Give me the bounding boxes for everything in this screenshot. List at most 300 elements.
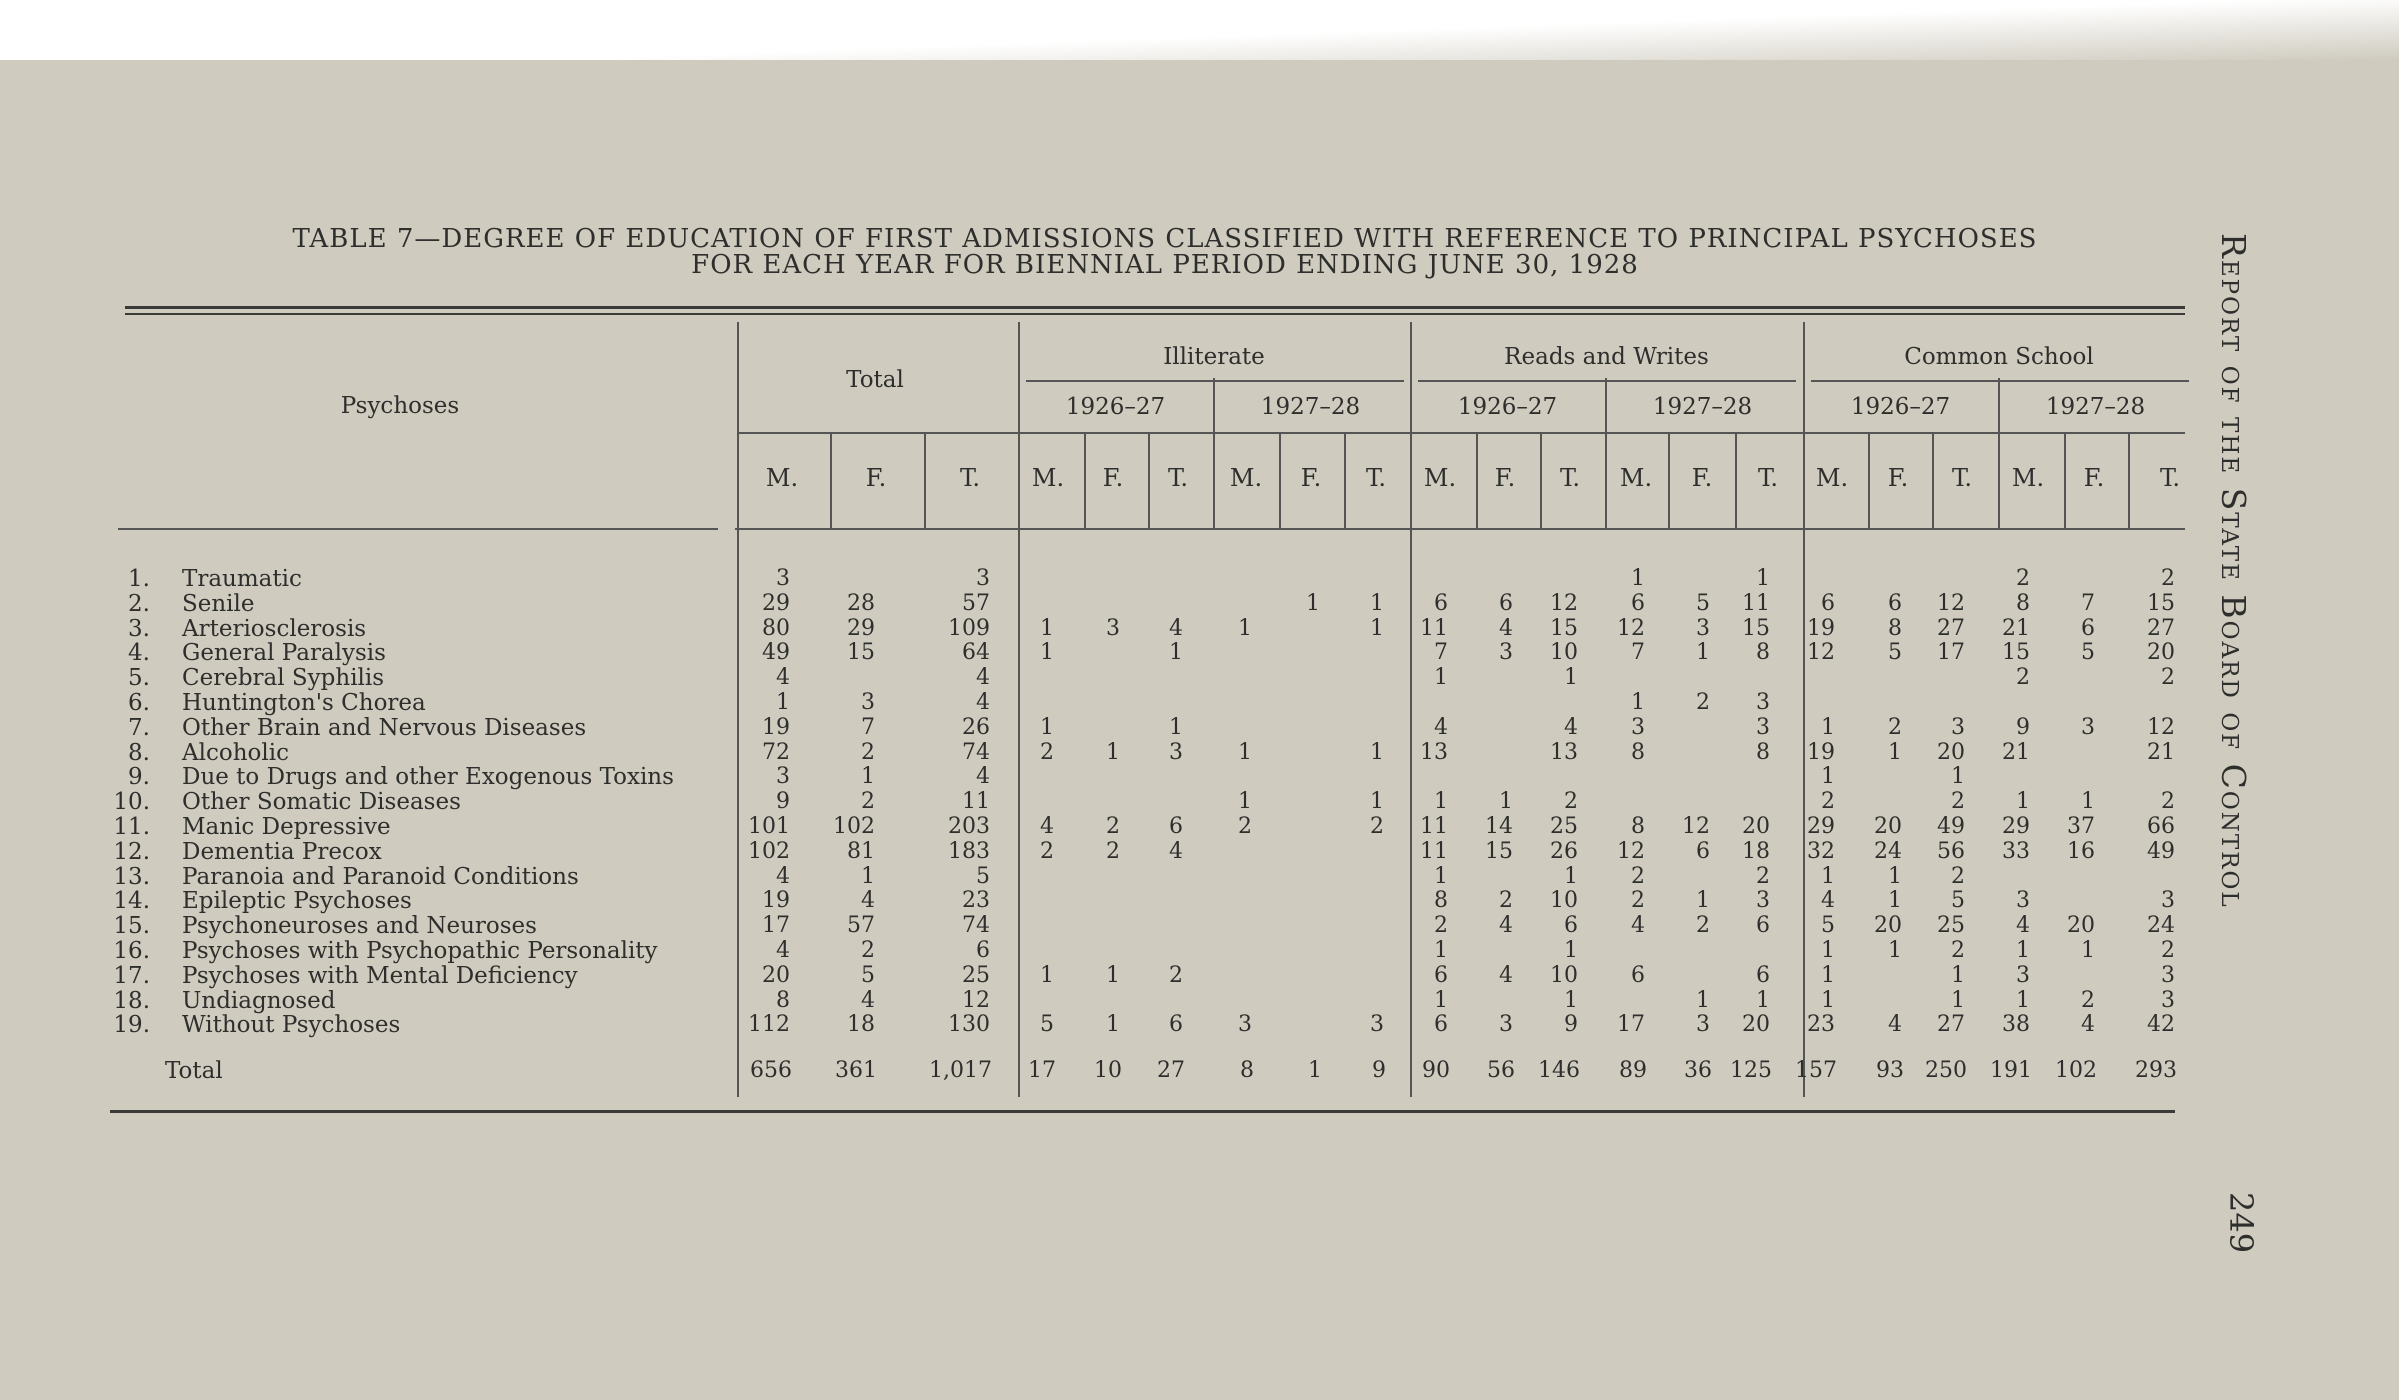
row-number: 13. [113,863,150,890]
row-label: Epileptic Psychoses [182,888,412,915]
table-cell: 1 [1169,714,1183,740]
total-cell: 89 [1619,1058,1647,1083]
column-header-m: M. [1815,464,1849,492]
table-cell: 4 [1499,913,1513,939]
reads-writes-header: Reads and Writes [1504,344,1709,370]
column-divider [924,432,926,528]
table-cell: 17 [762,913,790,939]
column-header-m: M. [1031,464,1065,492]
year-header: 1927–28 [1260,394,1361,420]
row-number: 2. [128,590,150,617]
year-header: 1926–27 [1457,394,1558,420]
table-cell: 12 [1617,838,1645,864]
table-subtitle: FOR EACH YEAR FOR BIENNIAL PERIOD ENDING JUNE 30, 1928 [691,250,1639,280]
total-cell: 191 [1990,1058,2032,1083]
table-cell: 6 [1756,962,1770,988]
table-cell: 3 [2161,888,2175,914]
table-cell: 20 [1874,814,1902,839]
table-cell: 102 [748,838,790,864]
table-cell: 2 [1631,888,1645,914]
column-header-f: F. [1494,464,1516,492]
column-header-t: T. [1559,464,1581,492]
table-cell: 1 [1821,962,1835,988]
column-header-m: M. [1423,464,1457,492]
column-header-f: F. [1300,464,1322,492]
total-cell: 36 [1684,1058,1712,1083]
header-rule [118,528,718,530]
table-cell: 2 [1434,913,1448,939]
table-cell: 6 [1821,590,1835,616]
table-cell: 1 [1951,962,1965,988]
table-cell: 24 [2147,913,2175,939]
table-cell: 2 [1040,838,1054,864]
table-cell: 57 [847,913,875,939]
table-cell: 1 [1040,714,1054,740]
row-number: 12. [113,838,150,865]
table-cell: 56 [1937,838,1965,864]
table-cell: 130 [948,1012,990,1038]
column-header-t: T. [1951,464,1973,492]
table-cell: 1 [1696,640,1710,666]
table-cell: 12 [962,987,990,1013]
table-cell: 4 [976,764,990,790]
table-cell: 4 [1040,814,1054,839]
column-header-f: F. [1691,464,1713,492]
table-cell: 1 [1040,962,1054,988]
table-cell: 2 [1040,739,1054,765]
table-cell: 6 [1564,913,1578,939]
table-cell: 8 [1756,739,1770,765]
table-cell: 1 [861,764,875,790]
table-cell: 23 [1807,1012,1835,1038]
table-cell: 11 [1420,814,1448,839]
table-cell: 1 [1434,863,1448,889]
table-cell: 3 [776,566,790,591]
table-cell: 27 [1937,1012,1965,1038]
year-header: 1927–28 [2045,394,2146,420]
column-header-m: M. [2011,464,2045,492]
column-header-m: M. [1229,464,1263,492]
table-cell: 1 [1434,789,1448,815]
table-cell: 1 [1564,665,1578,691]
header-rule-2 [735,528,2185,530]
table-cell: 74 [962,739,990,765]
table-cell: 13 [1420,739,1448,765]
table-cell: 12 [1617,615,1645,641]
table-cell: 5 [976,863,990,889]
row-label: Psychoses with Psychopathic Personality [182,938,658,964]
table-cell: 14 [1485,814,1513,839]
table-cell: 4 [1169,615,1183,641]
total-cell: 1 [1308,1058,1322,1083]
table-cell: 1 [1370,789,1384,815]
table-cell: 8 [776,987,790,1013]
table-cell: 3 [2161,987,2175,1013]
table-cell: 2 [1951,938,1965,963]
table-cell: 15 [847,640,875,666]
table-cell: 3 [1106,615,1120,641]
table-cell: 3 [1951,714,1965,740]
table-cell: 8 [1888,615,1902,641]
table-cell: 20 [1937,739,1965,765]
table-cell: 102 [833,814,875,839]
table-cell: 4 [776,665,790,691]
row-label: Other Somatic Diseases [182,789,461,816]
table-cell: 1 [1821,764,1835,790]
table-cell: 1 [1821,714,1835,740]
table-cell: 183 [948,838,990,864]
table-cell: 1 [1564,987,1578,1013]
table-cell: 21 [2147,739,2175,765]
row-label: Manic Depressive [182,814,391,840]
table-cell: 3 [976,566,990,591]
table-cell: 8 [1434,888,1448,914]
row-label: Dementia Precox [182,838,382,865]
table-cell: 1 [1370,739,1384,765]
table-cell: 5 [1821,913,1835,939]
table-cell: 8 [1631,739,1645,765]
table-cell: 4 [776,938,790,963]
table-cell: 4 [976,665,990,691]
row-label: Undiagnosed [182,987,336,1014]
group-underline [1418,380,1796,382]
table-cell: 81 [847,838,875,864]
table-cell: 11 [1742,590,1770,616]
column-header-t: T. [1365,464,1387,492]
table-cell: 25 [1550,814,1578,839]
table-cell: 2 [2016,566,2030,591]
row-number: 18. [113,987,150,1014]
table-cell: 49 [2147,838,2175,864]
row-label: Psychoses with Mental Deficiency [182,962,578,989]
table-cell: 2 [2161,665,2175,691]
table-cell: 4 [1434,714,1448,740]
table-cell: 1 [1040,615,1054,641]
total-cell: 1,017 [929,1058,992,1083]
table-cell: 6 [1434,1012,1448,1038]
table-cell: 11 [1420,838,1448,864]
table-cell: 29 [2002,814,2030,839]
table-cell: 4 [976,690,990,715]
table-cell: 1 [1696,888,1710,914]
table-cell: 1 [1106,962,1120,988]
row-number: 8. [128,739,150,766]
table-cell: 13 [1550,739,1578,765]
table-cell: 3 [1696,1012,1710,1038]
row-number: 3. [128,615,150,642]
table-cell: 5 [1888,640,1902,666]
table-cell: 4 [1169,838,1183,864]
table-cell: 4 [776,863,790,889]
total-underline [737,432,1018,434]
table-cell: 2 [1564,789,1578,815]
table-cell: 15 [1550,615,1578,641]
table-cell: 109 [948,615,990,641]
table-cell: 19 [762,888,790,914]
column-divider [1735,432,1737,528]
table-cell: 9 [1564,1012,1578,1038]
table-cell: 10 [1550,888,1578,914]
table-cell: 9 [2016,714,2030,740]
table-cell: 12 [1550,590,1578,616]
table-cell: 1 [861,863,875,889]
table-cell: 2 [1499,888,1513,914]
table-cell: 2 [2161,938,2175,963]
table-cell: 17 [1937,640,1965,666]
table-cell: 1 [1434,987,1448,1013]
table-cell: 5 [1696,590,1710,616]
table-cell: 38 [2002,1012,2030,1038]
table-cell: 4 [1499,962,1513,988]
table-cell: 19 [1807,615,1835,641]
page-number: 249 [2222,1192,2260,1254]
table-cell: 1 [1238,789,1252,815]
table-cell: 1 [2081,938,2095,963]
table-cell: 1 [1564,863,1578,889]
table-cell: 7 [2081,590,2095,616]
table-cell: 19 [1807,739,1835,765]
table-cell: 2 [1696,690,1710,715]
total-cell: 656 [750,1058,792,1083]
row-label: Psychoneuroses and Neuroses [182,913,537,940]
column-divider [830,432,832,528]
table-cell: 21 [2002,615,2030,641]
table-cell: 3 [2161,962,2175,988]
table-cell: 64 [962,640,990,666]
column-header-m: M. [765,464,799,492]
table-cell: 3 [2016,888,2030,914]
table-cell: 1 [776,690,790,715]
column-header-t: T. [2159,464,2181,492]
top-rule [125,306,2185,309]
table-cell: 6 [1888,590,1902,616]
table-cell: 3 [1696,615,1710,641]
common-school-header: Common School [1904,344,2094,370]
table-cell: 2 [2081,987,2095,1013]
row-label: Traumatic [182,566,302,592]
table-cell: 2 [1756,863,1770,889]
table-cell: 6 [1434,590,1448,616]
table-cell: 5 [2081,640,2095,666]
table-cell: 1 [1756,566,1770,591]
table-cell: 12 [2147,714,2175,740]
row-label: Alcoholic [182,739,289,766]
row-number: 17. [113,962,150,989]
row-number: 19. [113,1012,150,1039]
table-cell: 4 [1499,615,1513,641]
table-cell: 6 [2081,615,2095,641]
table-cell: 1 [1306,590,1320,616]
table-cell: 1 [1434,938,1448,963]
row-label: Other Brain and Nervous Diseases [182,714,587,741]
column-header-f: F. [865,464,887,492]
table-cell: 10 [1550,640,1578,666]
table-cell: 1 [1370,590,1384,616]
table-cell: 5 [1040,1012,1054,1038]
table-cell: 112 [748,1012,790,1038]
table-cell: 66 [2147,814,2175,839]
table-cell: 4 [2081,1012,2095,1038]
table-cell: 5 [861,962,875,988]
table-cell: 1 [1238,739,1252,765]
table-cell: 3 [776,764,790,790]
table-cell: 29 [762,590,790,616]
table-cell: 8 [1756,640,1770,666]
table-cell: 2 [1169,962,1183,988]
table-cell: 20 [1874,913,1902,939]
row-label: Huntington's Chorea [182,690,426,716]
row-label: Without Psychoses [182,1012,401,1039]
table-cell: 3 [1370,1012,1384,1038]
row-label: Arteriosclerosis [182,615,367,642]
table-cell: 101 [748,814,790,839]
table-cell: 1 [1821,938,1835,963]
year-header: 1927–28 [1652,394,1753,420]
table-cell: 20 [2147,640,2175,666]
table-cell: 3 [1756,888,1770,914]
table-cell: 80 [762,615,790,641]
table-cell: 3 [1756,714,1770,740]
table-cell: 16 [2067,838,2095,864]
table-cell: 3 [2016,962,2030,988]
table-cell: 2 [1238,814,1252,839]
table-cell: 2 [1951,789,1965,815]
table-cell: 1 [1106,1012,1120,1038]
table-cell: 4 [861,888,875,914]
table-cell: 8 [1631,814,1645,839]
column-header-t: T. [1167,464,1189,492]
table-cell: 6 [1696,838,1710,864]
table-cell: 3 [1756,690,1770,715]
table-cell: 27 [2147,615,2175,641]
row-number: 5. [128,665,150,692]
table-cell: 1 [1631,566,1645,591]
total-cell: 56 [1487,1058,1515,1083]
total-cell: 125 [1730,1058,1772,1083]
row-label: Paranoia and Paranoid Conditions [182,863,579,890]
year-header: 1926–27 [1065,394,1166,420]
table-cell: 1 [1238,615,1252,641]
table-cell: 49 [762,640,790,666]
table-title: TABLE 7—DEGREE OF EDUCATION OF FIRST ADMISSIONS CLASSIFIED WITH REFERENCE TO PRINCIPAL PSYCHOSES [292,224,2038,254]
table-cell: 1 [1370,615,1384,641]
table-cell: 1 [1756,987,1770,1013]
column-divider [1668,432,1670,528]
table-cell: 1 [1564,938,1578,963]
table-cell: 1 [1169,640,1183,666]
table-cell: 1 [1631,690,1645,715]
column-header-m: M. [1619,464,1653,492]
table-cell: 25 [1937,913,1965,939]
table-cell: 9 [776,789,790,815]
table-cell: 1 [2081,789,2095,815]
table-cell: 1 [2016,987,2030,1013]
table-cell: 12 [1807,640,1835,666]
table-cell: 23 [962,888,990,914]
table-cell: 20 [1742,814,1770,839]
table-cell: 1 [1696,987,1710,1013]
table-cell: 2 [2161,566,2175,591]
table-cell: 1 [1106,739,1120,765]
bottom-rule [110,1110,2175,1113]
total-cell: 93 [1876,1058,1904,1083]
table-cell: 1 [1821,863,1835,889]
table-cell: 49 [1937,814,1965,839]
row-number: 9. [128,764,150,791]
table-cell: 29 [847,615,875,641]
table-cell: 7 [1434,640,1448,666]
table-cell: 1 [2016,938,2030,963]
table-cell: 7 [861,714,875,740]
column-divider [2128,432,2130,528]
table-cell: 2 [1106,838,1120,864]
table-cell: 6 [1499,590,1513,616]
illiterate-header: Illiterate [1163,344,1265,370]
table-cell: 3 [1169,739,1183,765]
row-number: 6. [128,690,150,716]
row-label: Senile [182,590,255,617]
row-label: Cerebral Syphilis [182,665,385,692]
table-cell: 25 [962,962,990,988]
total-cell: 27 [1157,1058,1185,1083]
table-cell: 27 [1937,615,1965,641]
total-header: Total [846,367,904,393]
total-cell: 146 [1538,1058,1580,1083]
table-cell: 1 [1951,764,1965,790]
table-cell: 28 [847,590,875,616]
table-cell: 6 [1169,814,1183,839]
table-cell: 2 [861,938,875,963]
table-cell: 2 [1888,714,1902,740]
table-cell: 18 [1742,838,1770,864]
table-cell: 4 [1564,714,1578,740]
table-cell: 11 [1420,615,1448,641]
group-underline [1811,380,2189,382]
total-cell: 250 [1925,1058,1967,1083]
table-cell: 20 [1742,1012,1770,1038]
row-number: 7. [128,714,150,741]
table-cell: 1 [1888,739,1902,765]
table-cell: 203 [948,814,990,839]
table-cell: 32 [1807,838,1835,864]
table-cell: 33 [2002,838,2030,864]
psychoses-header: Psychoses [340,393,460,419]
total-cell: 102 [2055,1058,2097,1083]
table-cell: 1 [1951,987,1965,1013]
total-cell: 17 [1028,1058,1056,1083]
total-cell: 157 [1795,1058,1837,1083]
table-cell: 4 [1631,913,1645,939]
table-cell: 15 [2002,640,2030,666]
table-cell: 3 [1631,714,1645,740]
row-number: 10. [113,789,150,816]
row-number: 15. [113,913,150,940]
table-cell: 74 [962,913,990,939]
total-cell: 90 [1422,1058,1450,1083]
table-cell: 6 [1756,913,1770,939]
table-cell: 12 [1937,590,1965,616]
page-top-band [0,0,2399,60]
top-rule-thin [125,313,2185,315]
table-cell: 6 [1169,1012,1183,1038]
table-cell: 26 [962,714,990,740]
row-number: 14. [113,888,150,915]
table-cell: 1 [1821,987,1835,1013]
table-cell: 4 [1888,1012,1902,1038]
table-cell: 20 [2067,913,2095,939]
table-cell: 1 [1434,665,1448,691]
table-cell: 3 [1499,1012,1513,1038]
